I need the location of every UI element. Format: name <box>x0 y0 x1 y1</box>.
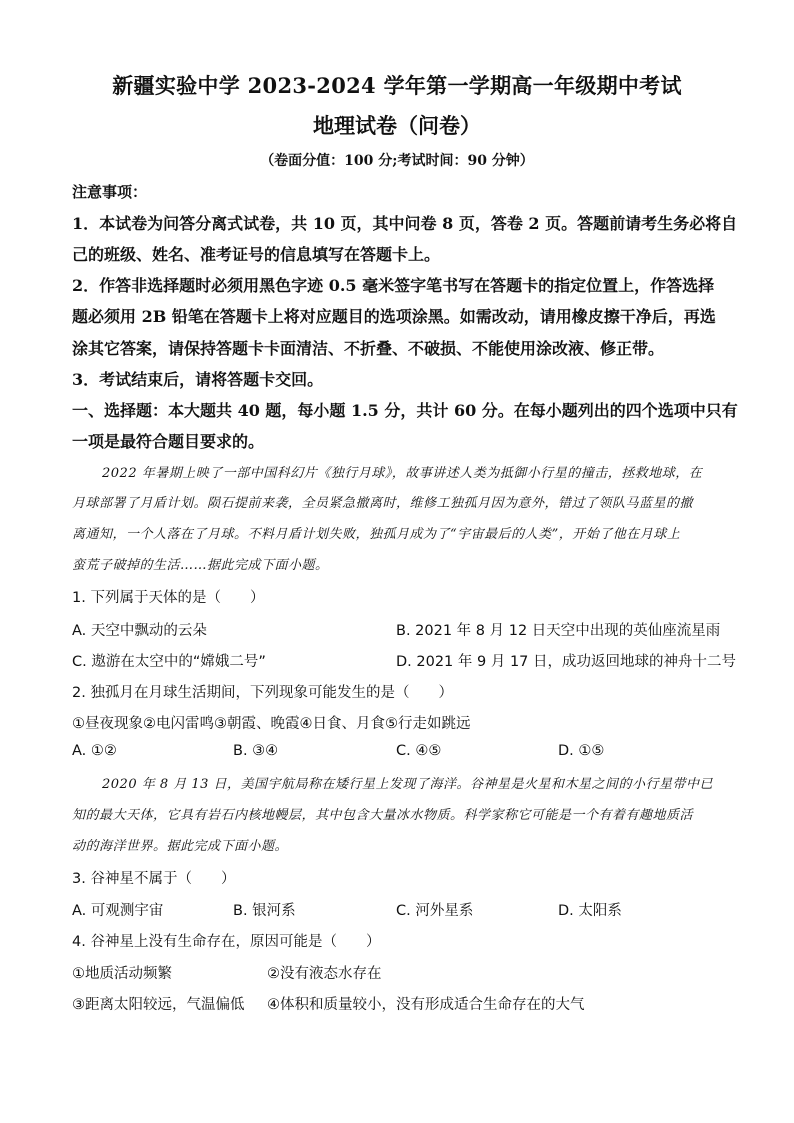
option-b: B. 银河系 <box>233 903 296 919</box>
question-items: ①昼夜现象②电闪雷鸣③朝霞、晚霞④日食、月食⑤行走如跳远 <box>72 716 471 732</box>
option-d: D. 太阳系 <box>558 903 622 919</box>
note-line: 题必须用 2B 铅笔在答题卡上将对应题目的选项涂黑。如需改动，请用橡皮擦干净后，再选 <box>72 307 716 326</box>
option-d: D. ①⑤ <box>558 743 605 759</box>
passage-line: 2022 年暑期上映了一部中国科幻片《独行月球》，故事讲述人类为抵御小行星的撞击，拯救地球，在 <box>102 466 703 481</box>
question-stem: 4. 谷神星上没有生命存在，原因可能是（ ） <box>72 934 381 950</box>
reason-item: ③距离太阳较远，气温偏低 <box>72 997 245 1013</box>
option-c: C. 河外星系 <box>396 903 474 919</box>
passage-line: 月球部署了月盾计划。陨石提前来袭，全员紧急撤离时，维修工独孤月因为意外，错过了领队马蓝星的撤 <box>72 496 694 511</box>
option-a: A. 天空中飘动的云朵 <box>72 623 207 639</box>
question-stem: 2. 独孤月在月球生活期间，下列现象可能发生的是（ ） <box>72 685 453 701</box>
option-b: B. ③④ <box>233 743 279 759</box>
reason-item: ①地质活动频繁 <box>72 966 172 982</box>
paper-subtitle: 地理试卷（问卷） <box>313 113 481 138</box>
exam-title: 新疆实验中学 2023-2024 学年第一学期高一年级期中考试 <box>112 73 682 98</box>
passage-line: 知的最大天体，它具有岩石内核地幔层，其中包含大量冰水物质。科学家称它可能是一个有着有趣地质活 <box>72 808 694 823</box>
note-line: 3．考试结束后，请将答题卡交回。 <box>72 370 324 389</box>
option-c: C. 遨游在太空中的“嫦娥二号” <box>72 654 266 670</box>
option-a: A. ①② <box>72 743 117 759</box>
question-stem: 1. 下列属于天体的是（ ） <box>72 590 265 606</box>
passage-line: 2020 年 8 月 13 日，美国宇航局称在矮行星上发现了海洋。谷神星是火星和木星之间的小行星带中已 <box>102 777 714 792</box>
passage-line: 蛮荒子破掉的生活……据此完成下面小题。 <box>72 558 329 573</box>
option-d: D. 2021 年 9 月 17 日，成功返回地球的神舟十二号 <box>396 654 737 670</box>
notes-heading: 注意事项： <box>72 183 148 201</box>
question-stem: 3. 谷神星不属于（ ） <box>72 871 236 887</box>
note-line: 己的班级、姓名、准考证号的信息填写在答题卡上。 <box>72 245 441 264</box>
option-a: A. 可观测宇宙 <box>72 903 164 919</box>
exam-info: （卷面分值：100 分;考试时间：90 分钟） <box>260 153 534 169</box>
note-line: 涂其它答案，请保持答题卡卡面清洁、不折叠、不破损、不能使用涂改液、修正带。 <box>72 339 665 358</box>
note-line: 1．本试卷为问答分离式试卷，共 10 页，其中问卷 8 页，答卷 2 页。答题前请考生务必将自 <box>72 214 738 233</box>
passage-line: 离通知，一个人落在了月球。不料月盾计划失败，独孤月成为了“宇宙最后的人类”，开始了他在月球上 <box>72 527 681 542</box>
passage-line: 动的海洋世界。据此完成下面小题。 <box>72 839 289 854</box>
reason-item: ②没有液态水存在 <box>267 966 382 982</box>
section-heading: 一、选择题：本大题共 40 题，每小题 1.5 分，共计 60 分。在每小题列出的四个选项中只有 <box>72 401 738 420</box>
note-line: 2．作答非选择题时必须用黑色字迹 0.5 毫米签字笔书写在答题卡的指定位置上，作答选择 <box>72 276 715 295</box>
reason-item: ④体积和质量较小，没有形成适合生命存在的大气 <box>267 997 585 1013</box>
option-b: B. 2021 年 8 月 12 日天空中出现的英仙座流星雨 <box>396 623 721 639</box>
option-c: C. ④⑤ <box>396 743 442 759</box>
section-heading: 一项是最符合题目要求的。 <box>72 432 265 451</box>
